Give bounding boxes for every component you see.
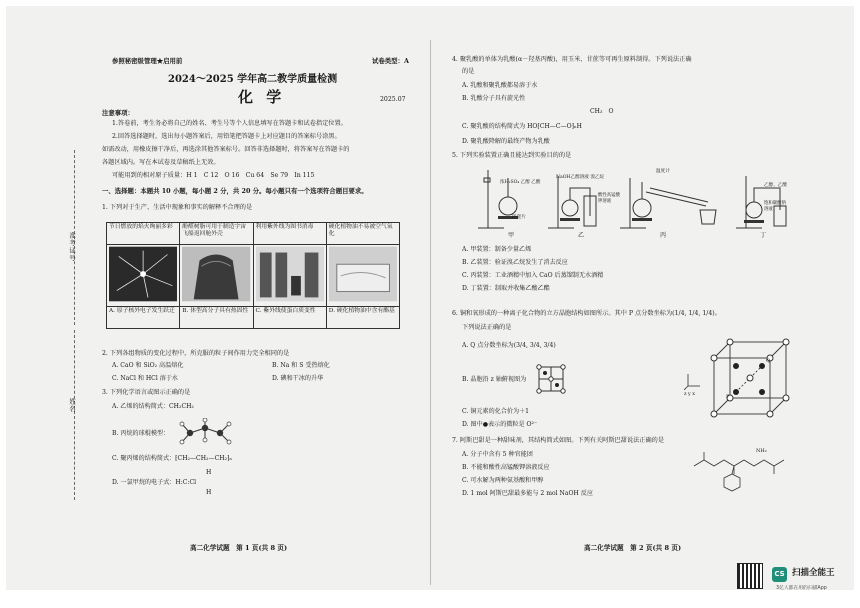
q2-option-d: D. 碘和干冰的升华 bbox=[272, 375, 324, 382]
q1-cell-a-top: 节日燃放的焰火绚丽多彩 bbox=[107, 223, 180, 245]
qr-code-icon bbox=[737, 563, 763, 589]
q6-stem-2: 下列说法正确的是 bbox=[462, 324, 512, 331]
q6-option-b: B. 晶胞沿 z 轴俯视图为 bbox=[462, 376, 527, 383]
q2-option-b: B. Na 和 S 受热熔化 bbox=[272, 362, 330, 369]
q7-amine-label: NH₂ bbox=[756, 448, 767, 454]
q6-option-d: D. 图中●表示的微粒是 O²⁻ bbox=[462, 421, 538, 428]
q4-option-a: A. 乳酸和聚乳酸都易溶于水 bbox=[462, 82, 538, 89]
page-divider bbox=[430, 40, 431, 585]
confidential-label: 参照秘密级管理★启用前 bbox=[112, 57, 183, 65]
q5-annotation-2b: 酸性高锰酸钾溶液 bbox=[598, 193, 620, 204]
notes-line-2: 2.回答选择题时，选出每小题答案后，用铅笔把答题卡上对应题目的答案标号涂黑。 bbox=[112, 133, 341, 140]
footer-page-1: 高二化学试题 第 1 页(共 8 页) bbox=[190, 544, 288, 552]
q5-option-d: D. 丁装置：制取并收集乙酸乙酯 bbox=[462, 285, 550, 292]
q4-option-b: B. 乳酸分子具有旋光性 bbox=[462, 95, 526, 102]
q3-option-b: B. 丙烷的球棍模型： bbox=[112, 430, 170, 437]
q1-stem: 1. 下列对于生产、生活中现象和事实的解释不合理的是 bbox=[102, 204, 253, 211]
subject-title: 化 学 bbox=[238, 88, 286, 106]
atomic-masses: 可能用到的相对原子质量：H 1 C 12 O 16 Cu 64 Se 79 In 115 bbox=[112, 172, 315, 179]
q7-stem: 7. 阿斯巴甜是一种甜味剂，其结构简式如图。下列有关阿斯巴甜说法正确的是 bbox=[452, 437, 665, 444]
q2-option-a: A. CaO 和 SiO₂ 高温熔化 bbox=[112, 362, 184, 369]
q5-label-bing: 丙 bbox=[660, 232, 667, 239]
q5-annotation-4: 乙醇、乙酸 bbox=[764, 183, 787, 188]
q5-annotation-1: 浓H₂SO₄ 乙醇 乙酸 bbox=[500, 180, 541, 185]
q1-cell-d-top: 硬化植物油不易被空气氧化 bbox=[326, 223, 399, 245]
q4-stem: 4. 聚乳酸的单体为乳酸(α－羟基丙酸)，用玉米、甘蔗等可再生原料制得。下列说法正确 bbox=[452, 56, 692, 63]
q7-option-a: A. 分子中含有 5 种官能团 bbox=[462, 451, 533, 458]
q6-option-a: A. Q 点分数坐标为(3/4, 3/4, 3/4) bbox=[462, 342, 556, 349]
q6-point-q-label: Q bbox=[766, 358, 771, 364]
q5-annotation-2: NaOH乙醇溶液 溴乙烷 bbox=[556, 175, 605, 180]
q4-option-d: D. 聚乳酸降解的最终产物为乳酸 bbox=[462, 138, 550, 145]
notes-heading: 注意事项： bbox=[102, 109, 134, 117]
q1-option-b: B. 体型高分子具有热固性 bbox=[180, 307, 253, 329]
notes-line-1: 1.答卷前，考生务必将自己的姓名、考生号等个人信息填写在答题卡和试卷指定位置。 bbox=[112, 120, 347, 127]
q5-apparatus-diagram bbox=[470, 166, 800, 236]
q1-cell-b-top: 酚醛树脂可用于制造宇宙飞船返回舱外壳 bbox=[180, 223, 253, 245]
q6-top-view-grid bbox=[536, 364, 566, 394]
q3-option-d: D. 一氯甲烷的电子式：H:C:Cl bbox=[112, 479, 197, 486]
q7-option-c: C. 可水解为两种氨基酸和甲醇 bbox=[462, 477, 544, 484]
fireworks-photo bbox=[107, 245, 180, 307]
q5-option-a: A. 甲装置：制备少量乙烯 bbox=[462, 246, 532, 253]
q1-option-d: D. 硬化植物油中含有酯基 bbox=[326, 307, 399, 329]
footer-page-2: 高二化学试题 第 2 页(共 8 页) bbox=[584, 544, 682, 552]
q5-label-ding: 丁 bbox=[760, 232, 767, 239]
notes-line-4: 各题区域内。写在本试卷及草稿纸上无效。 bbox=[102, 159, 220, 166]
q3-option-d-h-top: H bbox=[206, 469, 212, 476]
binding-line-lower bbox=[74, 330, 75, 500]
q2-stem: 2. 下列各组物质的变化过程中，所克服的粒子间作用力完全相同的是 bbox=[102, 350, 290, 357]
exam-number-label: 准考证号 bbox=[68, 232, 76, 262]
q5-option-b: B. 乙装置：验证溴乙烷发生了消去反应 bbox=[462, 259, 568, 266]
watermark-app-name: 扫描全能王 bbox=[792, 568, 835, 578]
q1-cell-c-top: 利用紫外线为图书消毒 bbox=[253, 223, 326, 245]
q6-unit-cell-diagram bbox=[700, 336, 796, 422]
camscanner-logo-icon: CS bbox=[772, 567, 787, 582]
q2-option-c: C. NaCl 和 HCl 溶于水 bbox=[112, 375, 179, 382]
q6-axes-icon bbox=[684, 372, 702, 390]
capsule-photo bbox=[180, 245, 253, 307]
q5-annotation-4b: 饱和碳酸钠溶液 bbox=[764, 201, 786, 212]
section-one-heading: 一、选择题：本题共 10 小题，每小题 2 分，共 20 分。每小题只有一个选项符合题目要求。 bbox=[102, 187, 368, 195]
q6-option-c: C. 铜元素的化合价为＋1 bbox=[462, 408, 530, 415]
q3-option-d-h-bottom: H bbox=[206, 489, 212, 496]
q4-stem-2: 的是 bbox=[462, 68, 475, 75]
q4-option-c-substituent: CH₃ O bbox=[590, 108, 614, 115]
q3-option-a: A. 乙烯的结构简式：CH₂CH₂ bbox=[112, 403, 194, 410]
q4-option-c: C. 聚乳酸的结构简式为 HO⁅CH—C—O⁆ₙH bbox=[462, 123, 582, 130]
name-label: 姓名 bbox=[68, 398, 76, 413]
q5-stem: 5. 下列实验装置正确且能达到实验目的的是 bbox=[452, 152, 572, 159]
q3-stem: 3. 下列化学语言或图示正确的是 bbox=[102, 389, 191, 396]
q7-option-b: B. 不能和酸性高锰酸钾溶液反应 bbox=[462, 464, 550, 471]
q3-option-c: C. 聚丙烯的结构简式：⁅CH₂—CH₂—CH₂⁆ₙ bbox=[112, 455, 233, 462]
q1-option-a: A. 原子核外电子发生跃迁 bbox=[107, 307, 180, 329]
q5-option-c: C. 丙装置：工业酒精中加入 CaO 后蒸馏制无水酒精 bbox=[462, 272, 604, 279]
library-photo bbox=[253, 245, 326, 307]
exam-type: 试卷类型：A bbox=[372, 57, 409, 65]
q7-option-d: D. 1 mol 阿斯巴甜最多能与 2 mol NaOH 反应 bbox=[462, 490, 593, 497]
q6-axis-labels: z y x bbox=[684, 392, 695, 397]
exam-date: 2025.07 bbox=[380, 96, 406, 103]
watermark-subtitle: 3亿人都在用的扫描App bbox=[776, 586, 827, 591]
q6-stem: 6. 铜和氧形成的一种离子化合物的立方晶胞结构如图所示。其中 P 点分数坐标为(1/4, 1/4, 1/4)。 bbox=[452, 310, 721, 317]
aspartame-structure bbox=[690, 446, 800, 502]
q5-annotation-1b: 碎瓷片 bbox=[512, 215, 526, 220]
q5-label-yi: 乙 bbox=[578, 232, 585, 239]
q1-option-c: C. 紫外线使蛋白质变性 bbox=[253, 307, 326, 329]
q1-table bbox=[106, 222, 400, 329]
notes-line-3: 如需改动，用橡皮擦干净后，再选涂其他答案标号。回答非选择题时，将答案写在答题卡的 bbox=[102, 146, 350, 153]
propane-ball-stick-model bbox=[176, 418, 234, 448]
q6-point-p-label: P bbox=[726, 394, 730, 400]
oil-photo bbox=[326, 245, 399, 307]
q5-label-jia: 甲 bbox=[508, 232, 515, 239]
q5-annotation-3: 温度计 bbox=[656, 169, 670, 174]
exam-title: 2024～2025 学年高二教学质量检测 bbox=[168, 74, 338, 85]
